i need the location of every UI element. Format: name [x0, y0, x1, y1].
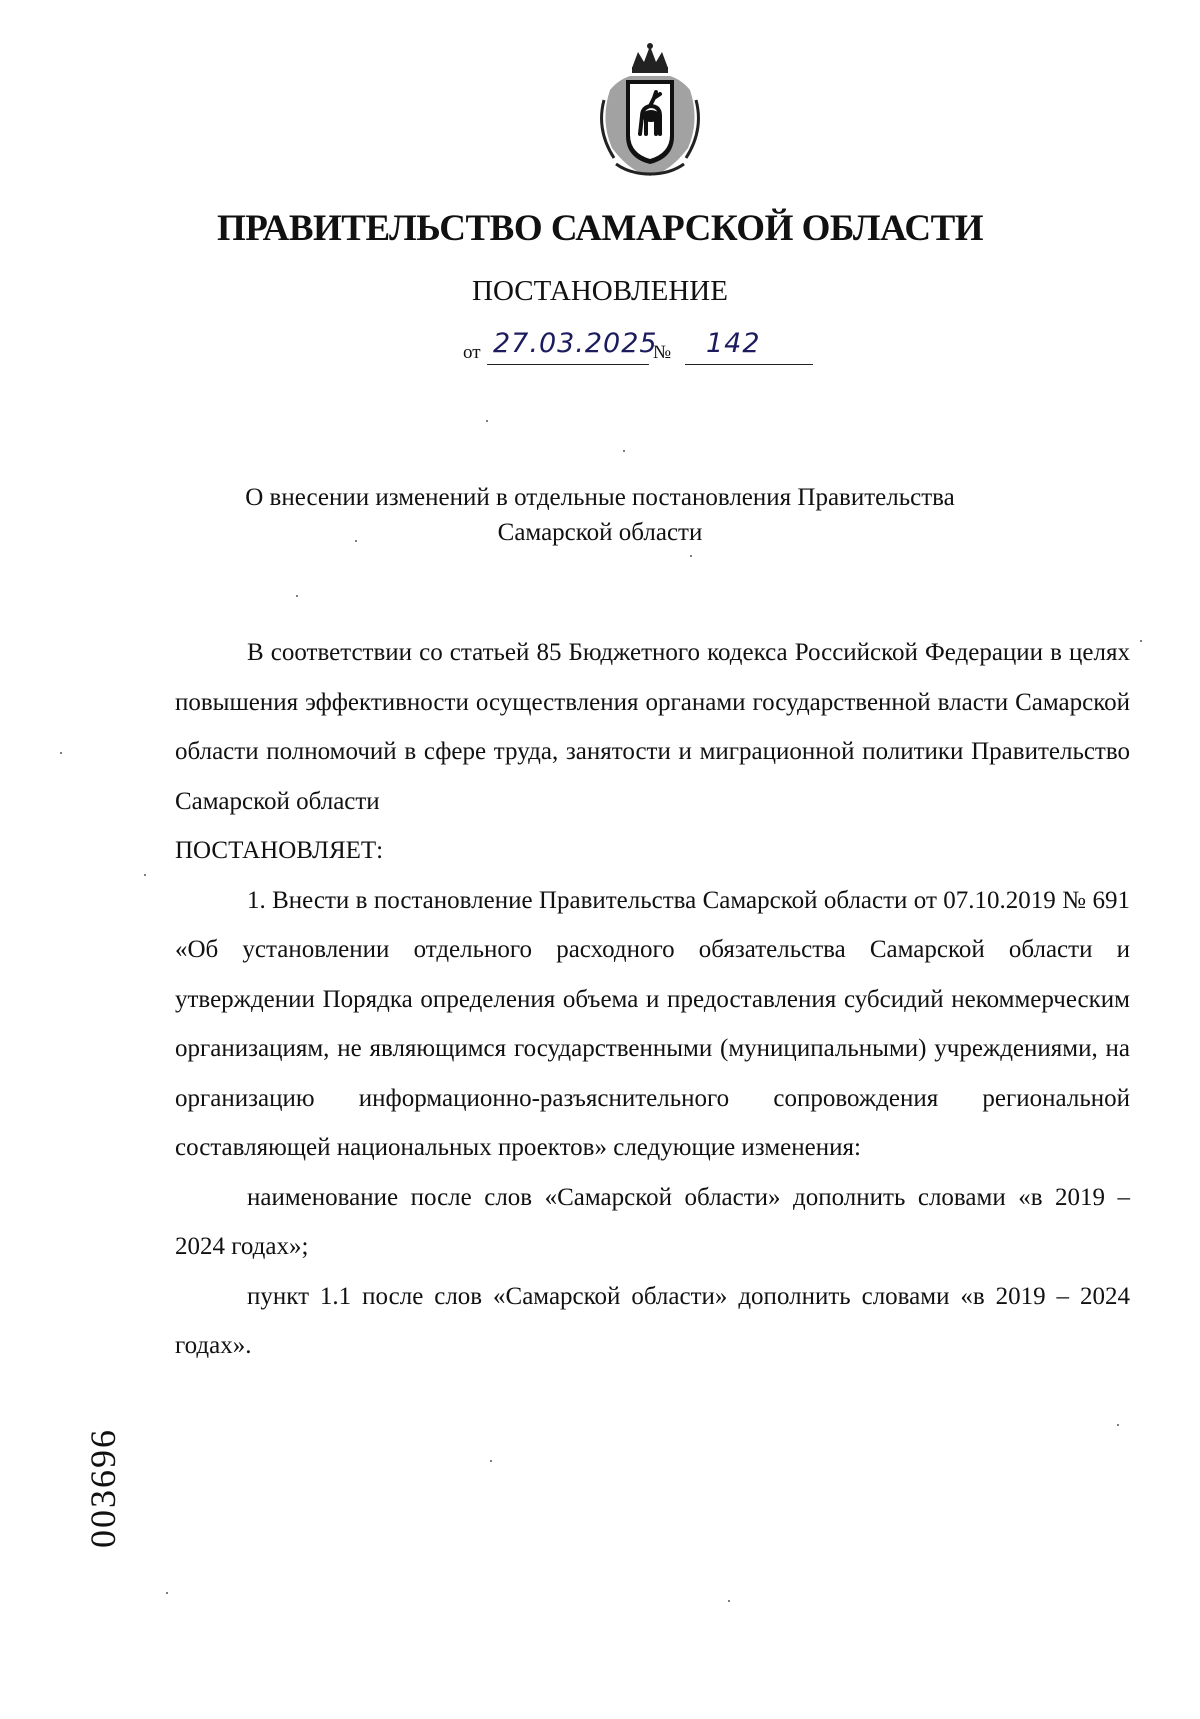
scan-speck — [1140, 640, 1142, 642]
date-prefix: от — [463, 342, 481, 363]
subject-line-1: О внесении изменений в отдельные постановления Правительства — [245, 484, 955, 511]
date-number-line — [463, 328, 863, 368]
scan-speck — [296, 595, 298, 597]
document-body — [175, 628, 1130, 1371]
handwritten-date: 27.03.2025 — [493, 328, 658, 359]
side-stamp-number: 003696 — [83, 1428, 123, 1548]
date-underline — [487, 364, 649, 365]
preamble-paragraph: В соответствии со статьей 85 Бюджетного кодекса Российской Федерации в целях повышения эффективности осуществления органами государственной власти Самарской области полномочий в сфере труда, занятости и миграционной политики Правительство Самарской области — [175, 639, 1130, 815]
government-title: ПРАВИТЕЛЬСТВО САМАРСКОЙ ОБЛАСТИ — [216, 208, 984, 249]
scan-speck — [486, 420, 488, 422]
number-underline — [685, 364, 813, 365]
resolves-paragraph: ПОСТАНОВЛЯЕТ: — [175, 837, 384, 864]
number-prefix: № — [653, 342, 672, 363]
document-type: ПОСТАНОВЛЕНИЕ — [472, 275, 728, 307]
scan-speck — [144, 874, 146, 876]
document-subject — [170, 480, 1030, 550]
handwritten-number: 142 — [706, 328, 761, 359]
scan-speck — [490, 1460, 492, 1462]
scan-speck — [60, 752, 62, 754]
scan-speck — [355, 540, 357, 542]
scan-speck — [690, 555, 692, 557]
scan-speck — [1117, 1424, 1119, 1426]
scan-speck — [728, 1600, 730, 1602]
change-1-paragraph: наименование после слов «Самарской области» дополнить словами «в 2019 – 2024 годах»; — [175, 1183, 1130, 1260]
coat-of-arms-emblem — [590, 40, 710, 180]
item-1-paragraph: 1. Внести в постановление Правительства Самарской области от 07.10.2019 № 691 «Об установлении отдельного расходного обязательства Самарской области и утверждении Порядка определения объема и предоставления субсидий некоммерческим организациям, не являющимся государственными (муниципальными) учреждениями, на организацию информационно-разъяснительного сопровождения региональной составляющей национальных проектов» следующие изменения: — [175, 886, 1130, 1161]
change-2-paragraph: пункт 1.1 после слов «Самарской области» дополнить словами «в 2019 – 2024 годах». — [175, 1282, 1130, 1359]
scan-speck — [166, 1592, 168, 1594]
scan-speck — [623, 450, 625, 452]
subject-line-2: Самарской области — [497, 519, 703, 546]
